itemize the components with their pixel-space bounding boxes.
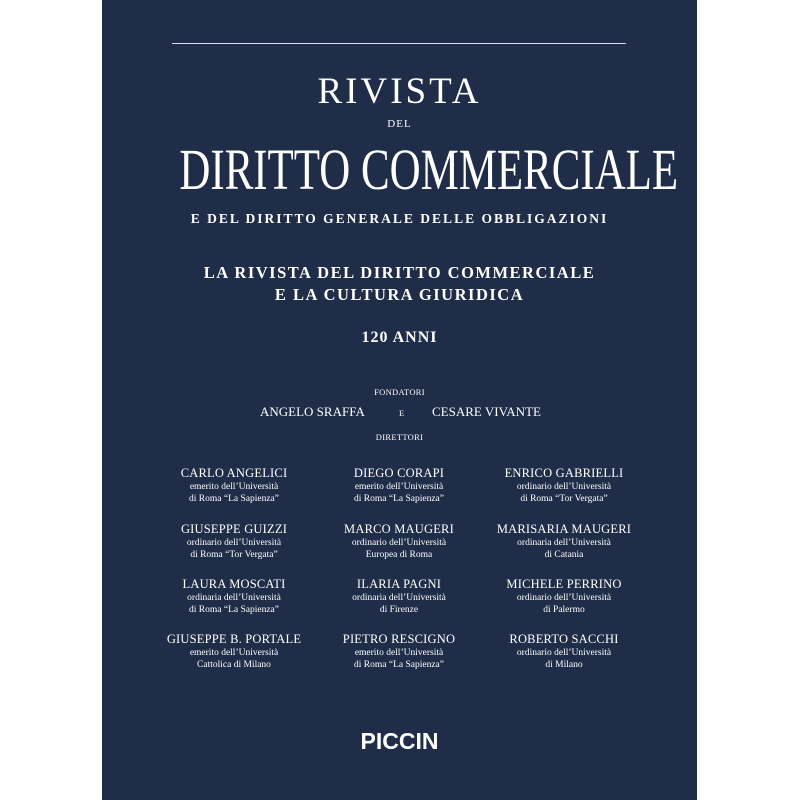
director-role: emerito dell’Università <box>354 648 444 658</box>
director-entry <box>479 631 649 671</box>
director-affiliation: di Roma “Tor Vergata” <box>190 550 278 560</box>
director-entry <box>149 465 319 505</box>
director-affiliation: Europea di Roma <box>365 550 433 560</box>
director-affiliation: di Firenze <box>379 605 419 615</box>
director-entry <box>314 576 484 616</box>
director-affiliation: di Milano <box>545 660 583 670</box>
director-name: MARISARIA MAUGERI <box>496 522 632 536</box>
director-name: MARCO MAUGERI <box>344 522 454 536</box>
director-name: ENRICO GABRIELLI <box>504 466 624 480</box>
founder-name: ANGELO SRAFFA <box>260 404 365 419</box>
journal-subtitle: E DEL DIRITTO GENERALE DELLE OBBLIGAZIONI <box>190 211 609 226</box>
director-role: ordinario dell’Università <box>516 593 612 603</box>
director-affiliation: Cattolica di Milano <box>197 660 271 670</box>
director-name: LAURA MOSCATI <box>182 577 286 591</box>
director-entry <box>479 465 649 505</box>
director-name: CARLO ANGELICI <box>180 466 288 480</box>
director-affiliation: di Roma “La Sapienza” <box>354 660 444 670</box>
director-role: emerito dell’Università <box>189 482 279 492</box>
director-name: PIETRO RESCIGNO <box>342 632 456 646</box>
founder-name: CESARE VIVANTE <box>432 404 541 419</box>
publisher-logo: PICCIN <box>360 728 439 754</box>
director-name: MICHELE PERRINO <box>506 577 622 591</box>
director-entry <box>149 631 319 671</box>
director-entry <box>314 631 484 671</box>
director-affiliation: di Catania <box>544 550 584 560</box>
director-affiliation: di Roma “La Sapienza” <box>189 605 279 615</box>
directors-heading: DIRETTORI <box>375 432 424 442</box>
director-name: GIUSEPPE GUIZZI <box>180 522 288 536</box>
director-role: ordinario dell’Università <box>516 482 612 492</box>
director-affiliation: di Palermo <box>543 605 585 615</box>
director-affiliation: di Roma “Tor Vergata” <box>520 494 608 504</box>
director-role: ordinaria dell’Università <box>187 593 281 603</box>
founders-connector: E <box>399 408 405 418</box>
director-role: ordinario dell’Università <box>351 538 447 548</box>
director-entry <box>479 521 649 561</box>
director-name: DIEGO CORAPI <box>353 466 445 480</box>
issue-theme <box>102 262 697 306</box>
top-divider-line <box>172 43 626 44</box>
journal-title-top: RIVISTA <box>317 71 482 112</box>
director-role: ordinaria dell’Università <box>352 593 446 603</box>
director-name: GIUSEPPE B. PORTALE <box>166 632 302 646</box>
director-name: ROBERTO SACCHI <box>509 632 619 646</box>
journal-title-connector: DEL <box>387 118 412 130</box>
director-affiliation: di Roma “La Sapienza” <box>189 494 279 504</box>
anniversary-label: 120 ANNI <box>361 329 438 346</box>
director-role: emerito dell’Università <box>354 482 444 492</box>
issue-theme-line-2: E LA CULTURA GIURIDICA <box>274 285 525 304</box>
director-role: emerito dell’Università <box>189 648 279 658</box>
director-entry <box>149 521 319 561</box>
book-cover <box>102 0 697 800</box>
director-entry <box>479 576 649 616</box>
journal-title-main: DIRITTO COMMERCIALE <box>179 137 679 202</box>
issue-theme-line-1: LA RIVISTA DEL DIRITTO COMMERCIALE <box>203 263 596 282</box>
director-name: ILARIA PAGNI <box>356 577 442 591</box>
director-affiliation: di Roma “La Sapienza” <box>354 494 444 504</box>
founders-heading: FONDATORI <box>374 387 425 397</box>
director-role: ordinario dell’Università <box>516 648 612 658</box>
director-role: ordinario dell’Università <box>186 538 282 548</box>
director-entry <box>149 576 319 616</box>
director-role: ordinaria dell’Università <box>517 538 611 548</box>
director-entry <box>314 465 484 505</box>
director-entry <box>314 521 484 561</box>
